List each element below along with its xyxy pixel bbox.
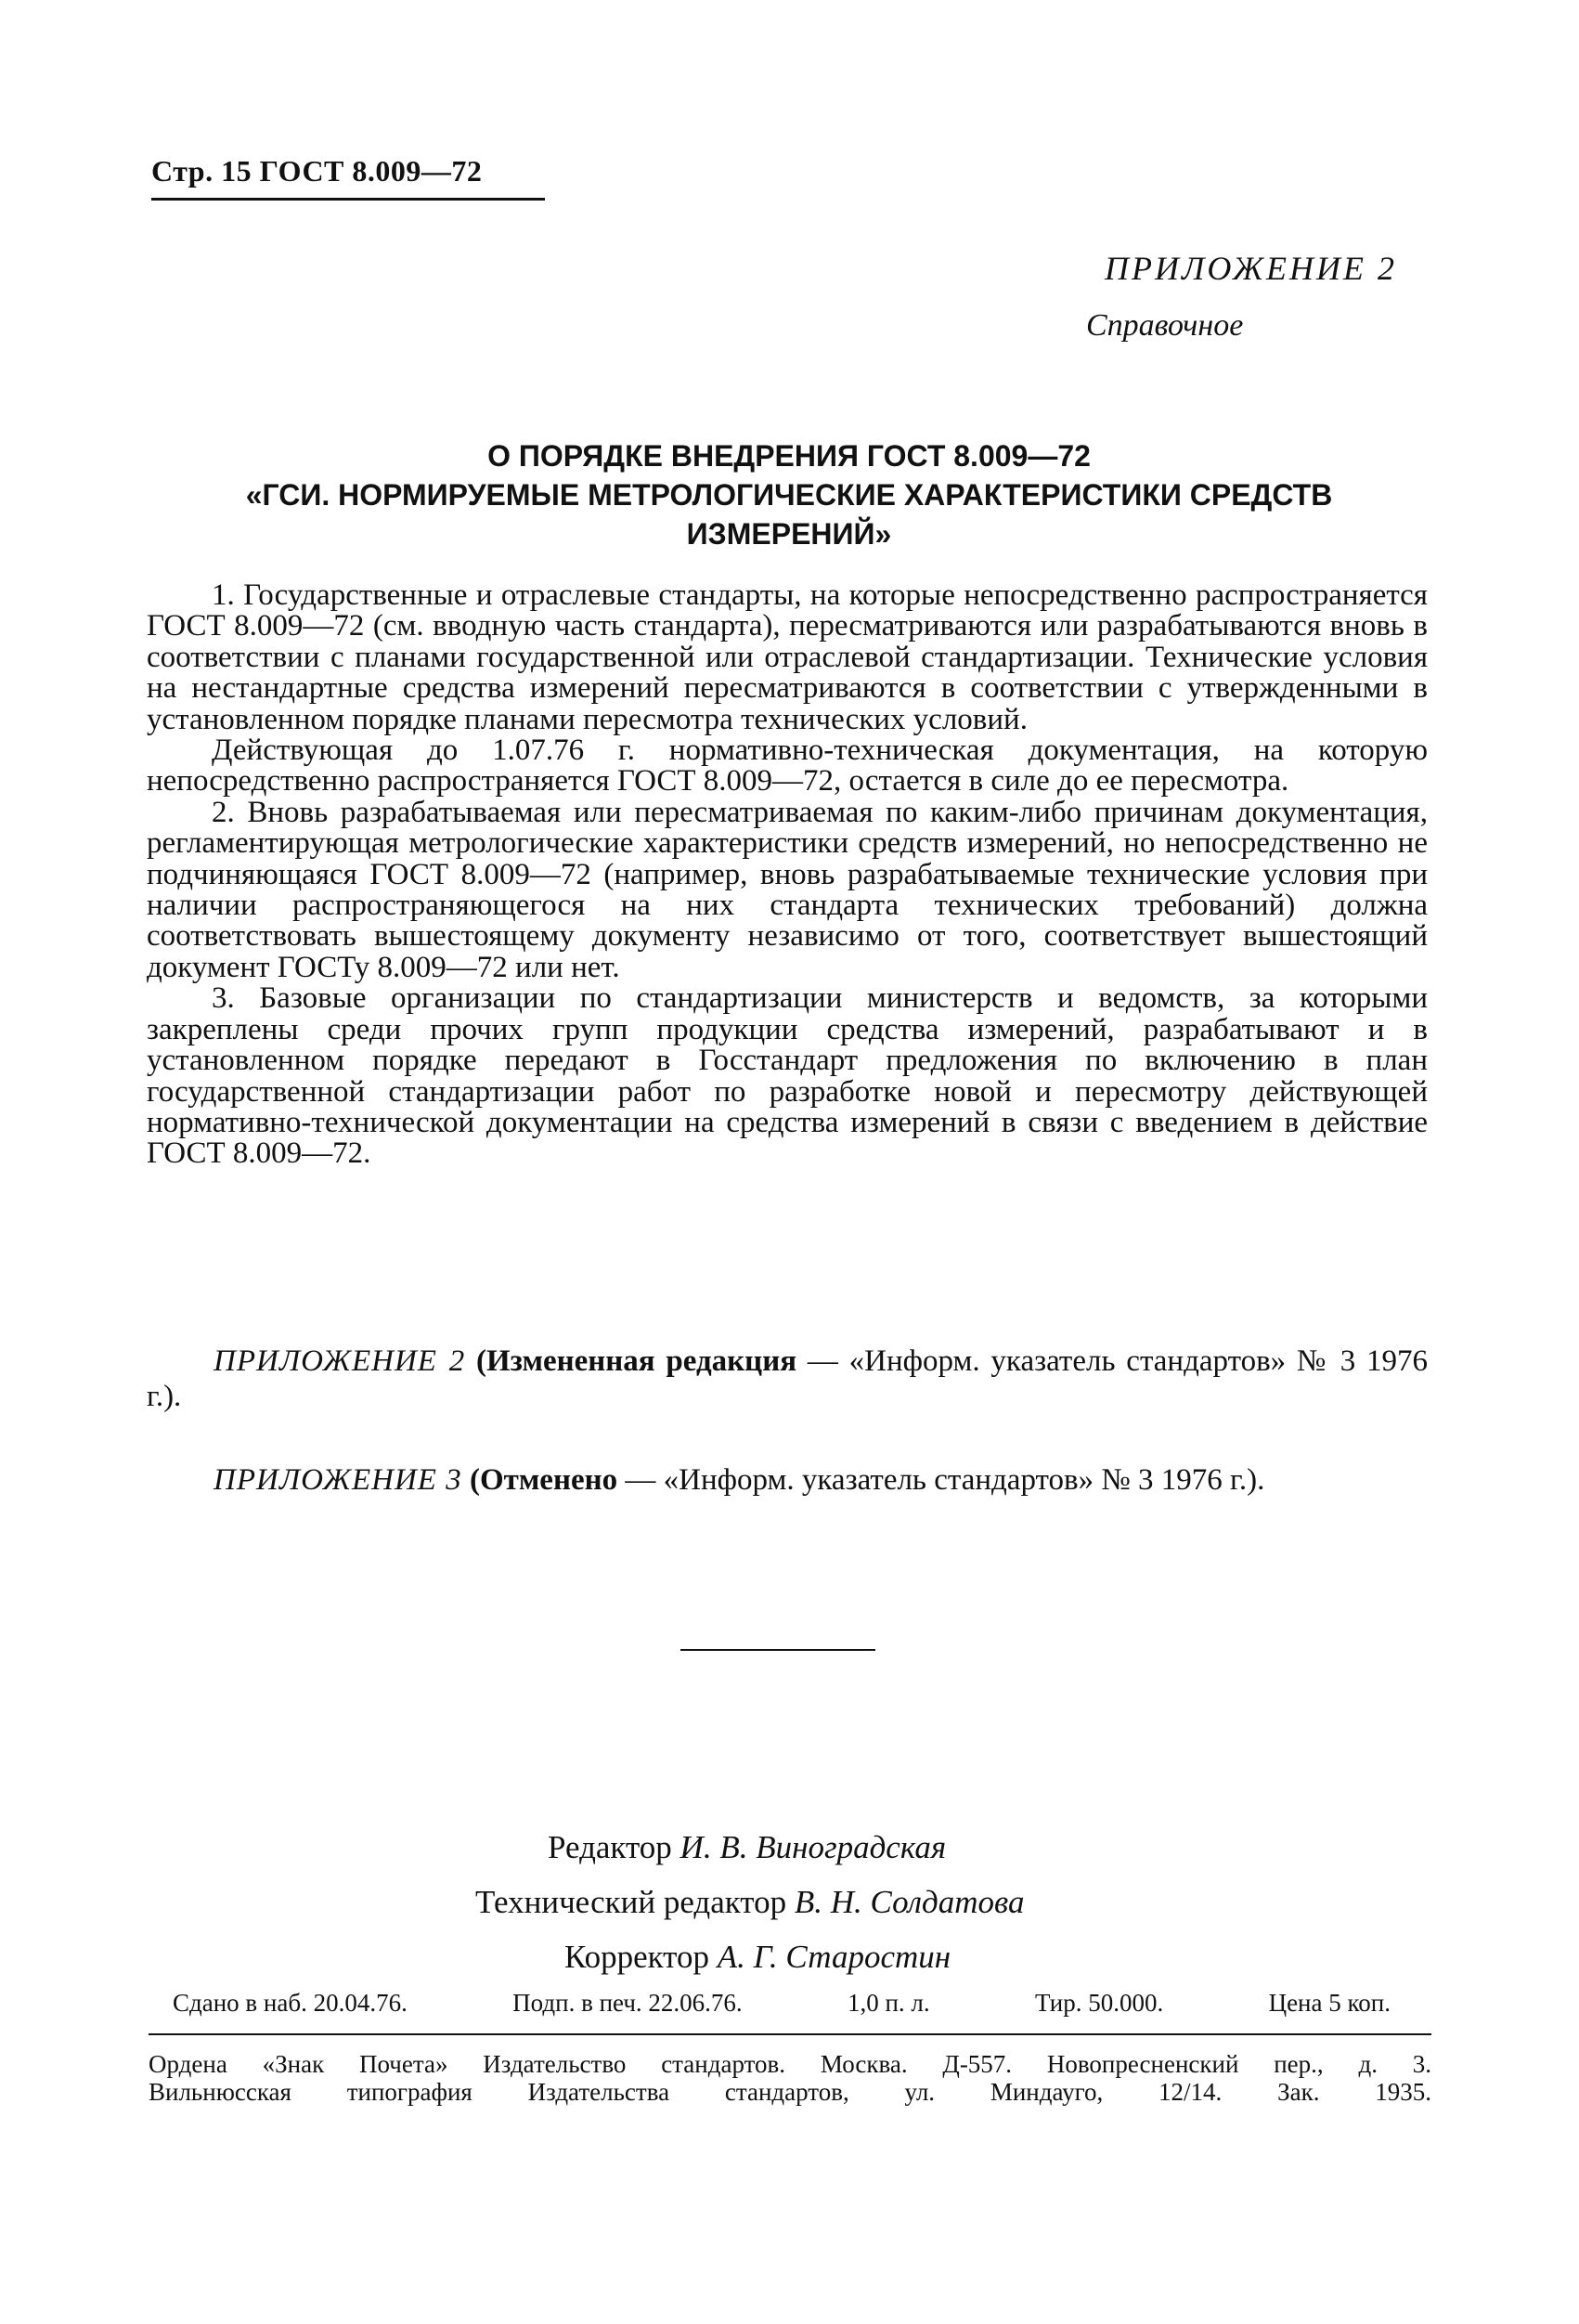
note-status: (Отменено [469, 1463, 618, 1497]
title-line: ИЗМЕРЕНИЙ» [686, 517, 892, 551]
imprint-item: Подп. в печ. 22.06.76. [512, 1989, 743, 2017]
section-divider [680, 1649, 875, 1651]
paragraph: 3. Базовые организации по стандартизации министерств и ведомств, за которыми закреплены среди прочих групп продукции средства измерений, разрабатывают и в установленном порядке передают в Госстандарт предложения по включению в план государственной стандартизации работ по разработке новой и пересмотру действующей нормативно-технической документации на средства измерений в связи с введением в действие ГОСТ 8.009—72. [147, 981, 1428, 1171]
imprint-item: Цена 5 коп. [1268, 1989, 1391, 2017]
note-text: — «Информ. указатель стандартов» № 3 1976 г.). [147, 1344, 1429, 1413]
header-rule [151, 198, 545, 201]
credits [0, 1820, 1579, 1984]
imprint-item: Тир. 50.000. [1034, 1989, 1164, 2017]
publisher-info [149, 2050, 1431, 2106]
page-header: Стр. 15 ГОСТ 8.009—72 [151, 154, 483, 188]
paragraph: 2. Вновь разрабатываемая или пересматриваемая по каким-либо причинам документация, регламентирующая метрологические характеристики средств измерений, но непосредственно не подчиняющаяся ГОСТ 8.009—72 (например, вновь разрабатываемые технические условия при наличии распространяющегося на них стандарта технических требований) должна соответствовать вышестоящему документу независимо от того, соответствует вышестоящий документ ГОСТу 8.009—72 или нет. [147, 795, 1428, 984]
paragraph: Действующая до 1.07.76 г. нормативно-техническая документация, на которую непосредственно распространяется ГОСТ 8.009—72, остается в силе до ее пересмотра. [147, 734, 1428, 798]
editor-credit [0, 1820, 1579, 1875]
paragraph: 1. Государственные и отраслевые стандарты, на которые непосредственно распространяется ГОСТ 8.009—72 (см. вводную часть стандарта), пересматриваются или разрабатываются вновь в соответствии с планами государственной или отраслевой стандартизации. Технические условия на нестандартные средства измерений пересматриваются в соответствии с утвержденными в установленном порядке планами пересмотра технических условий. [147, 578, 1428, 736]
imprint-item: 1,0 п. л. [847, 1989, 930, 2017]
note-text: — «Информ. указатель стандартов» № 3 1976 г.). [617, 1463, 1265, 1497]
credit-name: В. Н. Солдатова [794, 1884, 1025, 1920]
tech-editor-credit [0, 1875, 1579, 1929]
body-text [147, 580, 1428, 1170]
credit-role: Технический редактор [475, 1884, 787, 1920]
credit-role: Корректор [564, 1939, 710, 1975]
imprint-item: Сдано в наб. 20.04.76. [173, 1989, 408, 2017]
appendix-note [147, 1462, 1428, 1498]
appendix-type: Справочное [1086, 308, 1244, 343]
publisher-line: Вильнюсская типография Издательства стандартов, ул. Миндауго, 12/14. Зак. 1935. [149, 2078, 1431, 2106]
appendix-label: ПРИЛОЖЕНИЕ 2 [1105, 250, 1397, 287]
document-title [149, 436, 1430, 553]
imprint-rule [149, 2033, 1431, 2035]
title-line: О ПОРЯДКЕ ВНЕДРЕНИЯ ГОСТ 8.009—72 [487, 439, 1091, 473]
note-label: ПРИЛОЖЕНИЕ 2 [214, 1344, 466, 1378]
appendix-note [147, 1344, 1428, 1414]
title-line: «ГСИ. НОРМИРУЕМЫЕ МЕТРОЛОГИЧЕСКИЕ ХАРАКТЕРИСТИКИ СРЕДСТВ [245, 478, 1333, 512]
proofreader-credit [0, 1929, 1579, 1984]
credit-name: А. Г. Старостин [717, 1939, 951, 1975]
note-status: (Измененная редакция [476, 1344, 797, 1378]
note-label: ПРИЛОЖЕНИЕ 3 [214, 1463, 462, 1497]
credit-name: И. В. Виноградская [679, 1829, 947, 1865]
imprint-line [173, 1989, 1391, 2018]
publisher-line: Ордена «Знак Почета» Издательство стандартов. Москва. Д-557. Новопресненский пер., д. 3. [149, 2050, 1431, 2078]
credit-role: Редактор [548, 1829, 672, 1865]
